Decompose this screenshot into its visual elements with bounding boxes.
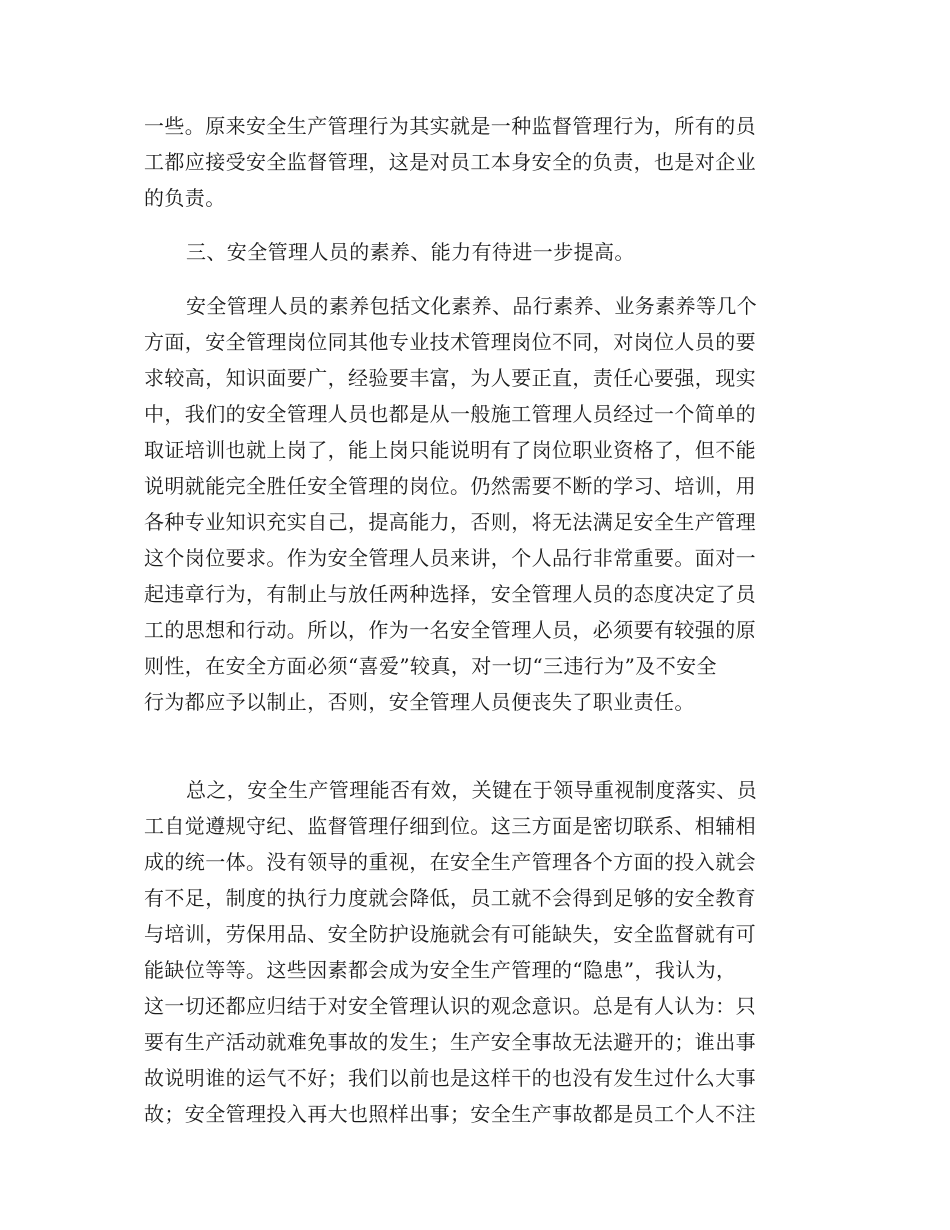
text-line: 与培训，劳保用品、安全防护设施就会有可能缺失，安全监督就有可 <box>144 922 756 946</box>
text-line: 这个岗位要求。作为安全管理人员来讲，个人品行非常重要。面对一 <box>144 546 756 570</box>
text-line: 说明就能完全胜任安全管理的岗位。仍然需要不断的学习、培训，用 <box>144 474 756 498</box>
text-line: 取证培训也就上岗了，能上岗只能说明有了岗位职业资格了，但不能 <box>144 438 756 462</box>
text-line: 要有生产活动就难免事故的发生；生产安全事故无法避开的；谁出事 <box>144 1030 756 1054</box>
paragraph-continuation <box>144 108 794 216</box>
text-line: 故；安全管理投入再大也照样出事；安全生产事故都是员工个人不注 <box>144 1102 756 1126</box>
text-line: 工的思想和行动。所以，作为一名安全管理人员，必须要有较强的原 <box>144 618 756 642</box>
text-line: 这一切还都应归结于对安全管理认识的观念意识。总是有人认为：只 <box>144 994 756 1018</box>
text-line: 故说明谁的运气不好；我们以前也是这样干的也没有发生过什么大事 <box>144 1066 756 1090</box>
text-line: 方面，安全管理岗位同其他专业技术管理岗位不同，对岗位人员的要 <box>144 330 756 354</box>
text-line: 工自觉遵规守纪、监督管理仔细到位。这三方面是密切联系、相辅相 <box>144 814 756 838</box>
text-line: 一些。原来安全生产管理行为其实就是一种监督管理行为，所有的员 <box>144 114 756 138</box>
text-line: 的负责。 <box>144 186 226 210</box>
heading-line: 三、安全管理人员的素养、能力有待进一步提高。 <box>186 240 635 264</box>
text-line: 中，我们的安全管理人员也都是从一般施工管理人员经过一个简单的 <box>144 402 756 426</box>
text-line: 能缺位等等。这些因素都会成为安全生产管理的“隐患”，我认为， <box>144 958 737 982</box>
text-line: 起违章行为，有制止与放任两种选择，安全管理人员的态度决定了员 <box>144 582 756 606</box>
text-line: 行为都应予以制止，否则，安全管理人员便丧失了职业责任。 <box>144 690 695 714</box>
text-line: 安全管理人员的素养包括文化素养、品行素养、业务素养等几个 <box>186 294 758 318</box>
text-line: 工都应接受安全监督管理，这是对员工本身安全的负责，也是对企业 <box>144 150 756 174</box>
text-line: 成的统一体。没有领导的重视，在安全生产管理各个方面的投入就会 <box>144 850 756 874</box>
section-heading <box>144 234 794 270</box>
text-line: 求较高，知识面要广，经验要丰富，为人要正直，责任心要强，现实 <box>144 366 756 390</box>
paragraph-staff-quality <box>144 288 794 720</box>
text-line: 各种专业知识充实自己，提高能力，否则，将无法满足安全生产管理 <box>144 510 756 534</box>
text-line: 则性，在安全方面必须“喜爱”较真，对一切“三违行为”及不安全 <box>144 654 717 678</box>
paragraph-summary <box>144 772 794 1132</box>
text-line: 总之，安全生产管理能否有效，关键在于领导重视制度落实、员 <box>186 778 758 802</box>
text-line: 有不足，制度的执行力度就会降低，员工就不会得到足够的安全教育 <box>144 886 756 910</box>
